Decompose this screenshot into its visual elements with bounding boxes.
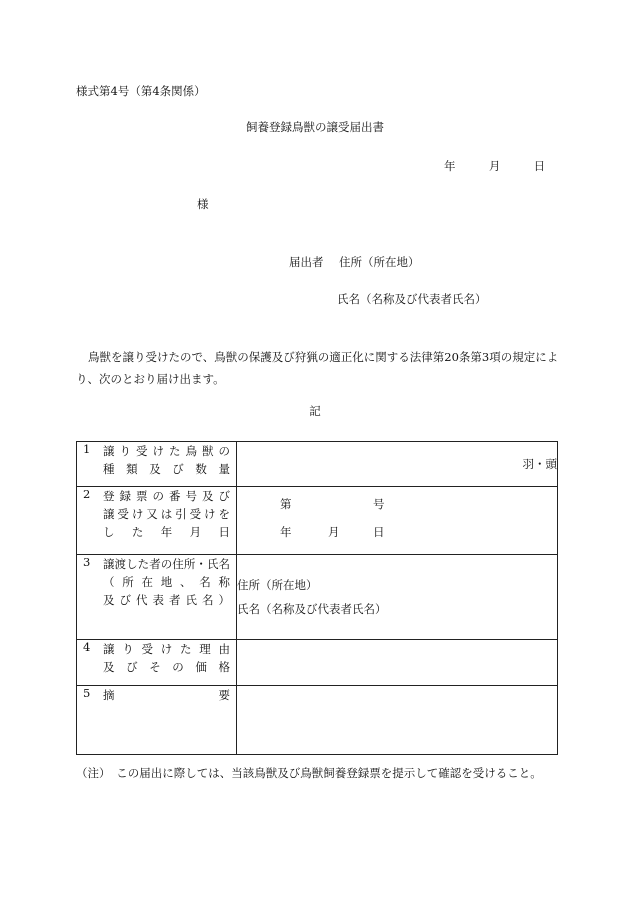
transfer-month: 月 [328,525,340,539]
row4-value[interactable] [237,640,558,686]
row-number: 4 [83,640,91,654]
row-number: 1 [83,442,91,456]
row5-label [77,686,237,755]
row2-label-line1: 登録票の番号及び [103,489,230,503]
table-row [77,442,558,487]
table-row [77,555,558,640]
row3-label-line1: 譲渡した者の住所・氏名 [103,557,230,571]
notifier-label: 届出者 [289,255,324,269]
unit-label: 羽・頭 [522,456,557,471]
row4-label-line1: 譲り受けた理由 [103,642,230,656]
row2-label-line2: 譲受け又は引受けを [103,507,230,521]
details-table [76,441,558,755]
row-number: 2 [83,487,91,501]
row4-label [77,640,237,686]
row3-label-line3: 及び代表者氏名） [103,593,230,607]
row1-value[interactable] [237,442,558,487]
row3-value[interactable] [237,555,558,640]
date-day: 日 [533,159,546,173]
row1-label [77,442,237,487]
submission-date [444,159,545,174]
row4-label-line2: 及びその価格 [103,660,230,674]
row5-value[interactable] [237,686,558,755]
notifier-name: 氏名（名称及び代表者氏名） [337,292,487,306]
table-row [77,640,558,686]
transferor-name: 氏名（名称及び代表者氏名） [237,602,387,616]
row-number: 3 [83,555,91,569]
row-number: 5 [83,686,91,700]
footnote: （注） この届出に際しては、当該鳥獣及び鳥獣飼養登録票を提示して確認を受けること。 [76,766,542,780]
row2-label [77,487,237,555]
row5-label-line1: 摘要 [103,688,230,702]
row2-label-line3: した年月日 [103,525,230,539]
ki-heading: 記 [309,404,321,418]
row3-label-line2: （所在地、名称 [103,575,230,589]
row1-label-line1: 譲り受けた鳥獣の [103,444,230,458]
form-number: 様式第4号（第4条関係） [76,84,206,98]
registration-go: 号 [373,497,385,511]
row2-value[interactable] [237,487,558,555]
transfer-day: 日 [373,525,385,539]
transferor-address: 住所（所在地） [237,578,318,592]
notifier-address: 住所（所在地） [339,255,420,269]
transfer-year: 年 [280,525,292,539]
row3-label [77,555,237,640]
date-month: 月 [488,159,501,173]
body-text: 鳥獣を譲り受けたので、鳥獣の保護及び狩猟の適正化に関する法律第20条第3項の規定により、次のとおり届け出ます。 [76,350,559,386]
table-row [77,487,558,555]
date-year: 年 [444,159,456,173]
document-title: 飼養登録鳥獣の譲受届出書 [246,120,384,134]
table-row [77,686,558,755]
registration-dai: 第 [280,497,292,511]
row1-label-line2: 種類及び数量 [103,462,230,476]
addressee: 様 [197,197,209,211]
